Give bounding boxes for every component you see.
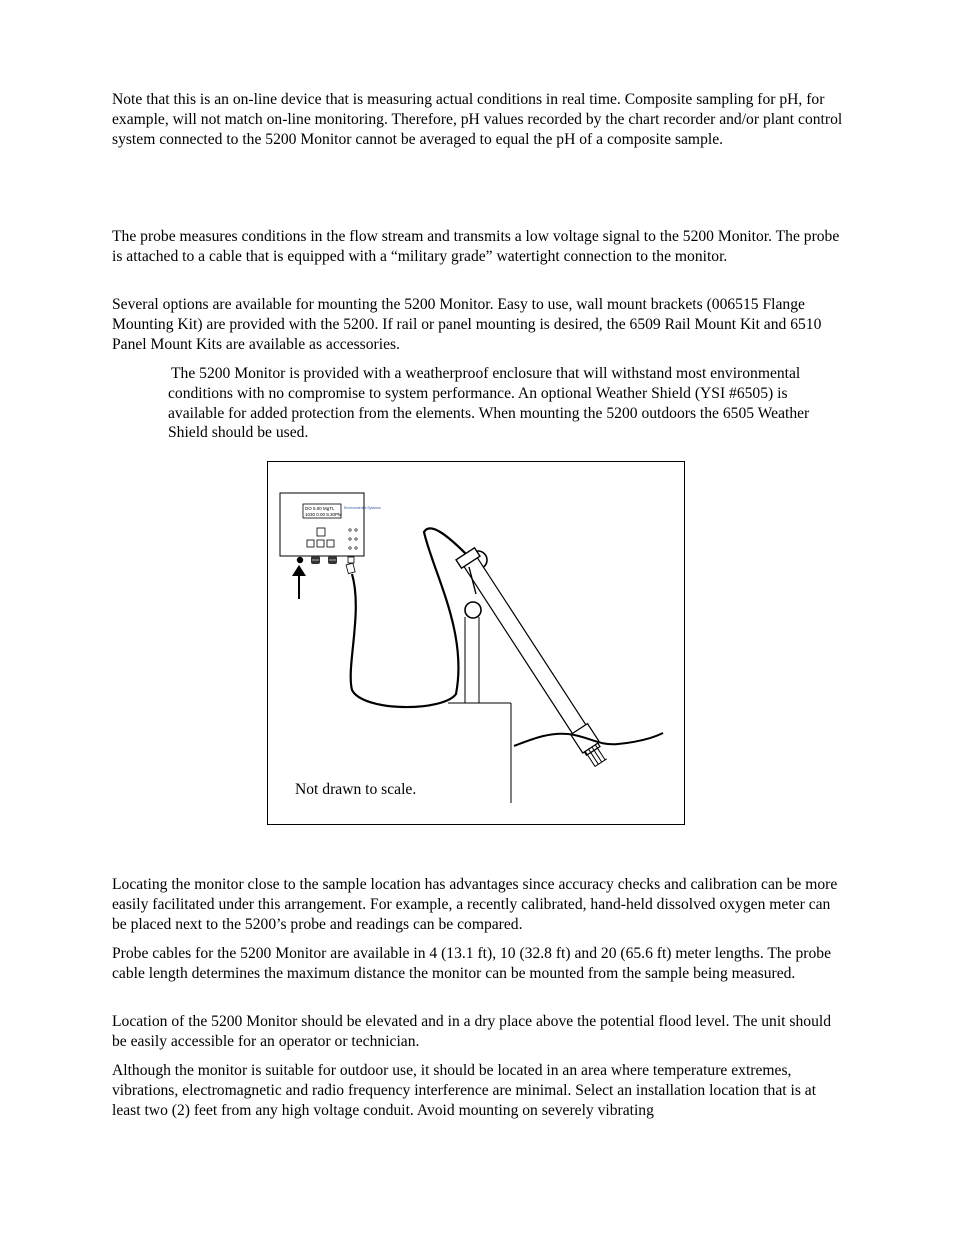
paragraph-location-elevated: Location of the 5200 Monitor should be elevated and in a dry place above the potential flood level. The unit should be easily accessible for an operator or technician. <box>112 1013 832 1050</box>
paragraph-outdoor-use: Although the monitor is suitable for outdoor use, it should be located in an area where temperature extremes, vibrations, electromagnetic and radio frequency interference are minimal. Select an installation location that is at least two (2) feet from any high voltage conduit. Avoid mounting on severely vibrating <box>112 1062 817 1119</box>
monitor-key-right <box>327 540 334 547</box>
monitor-gland-3 <box>328 556 337 564</box>
cable-connector <box>346 563 355 574</box>
monitor-key-up <box>317 528 325 536</box>
paragraph-mounting-options: Several options are available for mounting the 5200 Monitor. Easy to use, wall mount brackets (006515 Flange Mounting Kit) are provided with the 5200. If rail or panel mounting is desired, the 6509 Rail Mount Kit and 6510 Panel Mount Kits are available as accessories. <box>112 296 822 353</box>
paragraph-online-device: Note that this is an on-line device that is measuring actual conditions in real time. Composite sampling for pH, for example, will not match on-line monitoring. Therefore, pH values recorded by the chart recorder and/or plant control system connected to the 5200 Monitor cannot be averaged to equal the pH of a composite sample. <box>112 91 843 148</box>
monitor-gland-2 <box>311 556 320 564</box>
monitor-key-center <box>317 540 324 547</box>
monitor-brand-label: Environmental Systems <box>344 506 381 510</box>
monitor-gland-1 <box>297 557 303 563</box>
paragraph-probe-signal: The probe measures conditions in the flow stream and transmits a low voltage signal to the 5200 Monitor. The probe is attached to a cable that is equipped with a “military grade” watertight connection to the monitor. <box>112 228 840 265</box>
monitor-display-line1: DO 5.00 MgTL <box>305 506 335 511</box>
monitor-display-line2: 1030 0.00 9.30PM <box>305 512 342 517</box>
paragraph-weatherproof: The 5200 Monitor is provided with a weatherproof enclosure that will withstand most environmental conditions with no compromise to system performance. An optional Weather Shield (YSI #6505) is available for added protection from the elements. When mounting the 5200 outdoors the 6505 Weather Shield should be used. <box>168 365 810 442</box>
paragraph-locating-monitor: Locating the monitor close to the sample location has advantages since accuracy checks and calibration can be more easily facilitated under this arrangement. For example, a recently calibrated, hand-held dissolved oxygen meter can be placed next to the 5200’s probe and readings can be compared. <box>112 876 838 933</box>
lower-clamp-ring <box>465 602 481 618</box>
pointer-arrow-head <box>292 565 306 576</box>
installation-diagram <box>267 461 685 825</box>
monitor-probe-connector <box>348 557 354 563</box>
monitor-key-left <box>307 540 314 547</box>
installation-drawing <box>268 462 686 826</box>
paragraph-probe-cables: Probe cables for the 5200 Monitor are available in 4 (13.1 ft), 10 (32.8 ft) and 20 (65.6 ft) meter lengths. The probe cable length determines the maximum distance the monitor can be mounted from the sample being measured. <box>112 945 831 982</box>
figure-caption: Not drawn to scale. <box>295 781 417 798</box>
probe-cable <box>351 528 466 707</box>
